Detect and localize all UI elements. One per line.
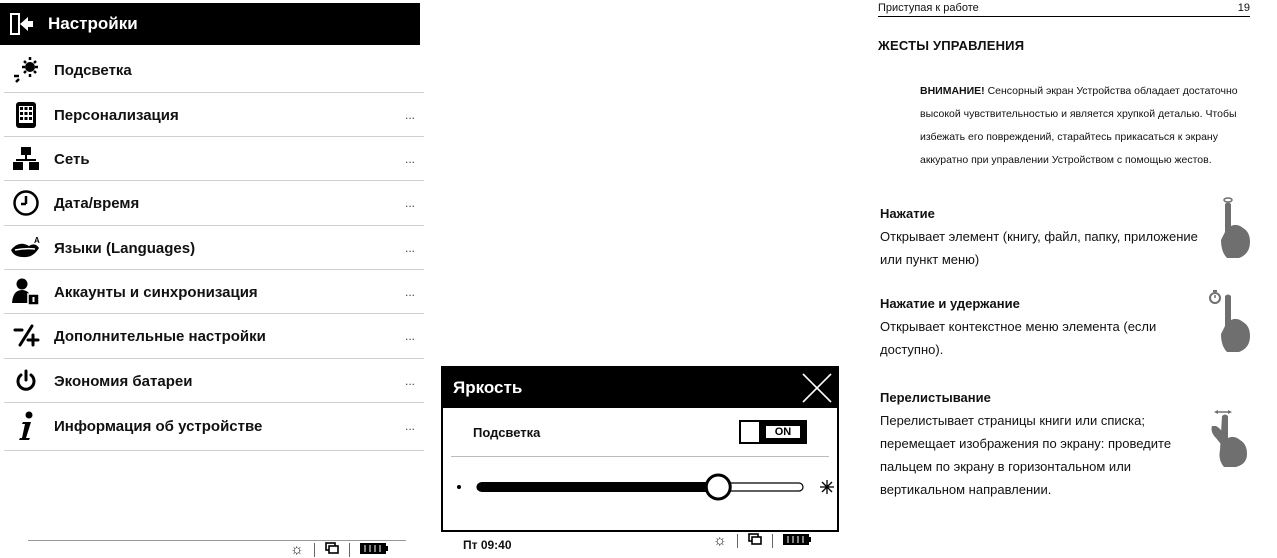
slider-thumb <box>706 475 730 499</box>
press-hold-hand-icon <box>1207 288 1253 359</box>
tasks-icon[interactable] <box>325 541 339 558</box>
settings-item-label: Дата/время <box>54 194 140 212</box>
settings-item-label: Персонализация <box>54 106 179 124</box>
divider <box>4 402 424 403</box>
divider <box>349 543 350 557</box>
divider <box>772 534 773 548</box>
light-toggle[interactable] <box>739 420 807 444</box>
status-bar-icons <box>713 532 811 549</box>
running-head-title: Приступая к работе <box>878 2 979 14</box>
power-icon <box>8 363 44 399</box>
more-indicator: ... <box>404 285 415 299</box>
settings-header <box>0 3 420 45</box>
brightness-slider[interactable] <box>443 457 837 517</box>
sun-icon[interactable]: ☼ <box>713 532 727 549</box>
light-icon <box>8 52 44 88</box>
sun-icon[interactable]: ☼ <box>290 541 304 558</box>
more-indicator: ... <box>404 196 415 210</box>
settings-item-label: Информация об устройстве <box>54 417 263 435</box>
toggle-state: ON <box>765 425 802 439</box>
gesture-text: Перелистывает страницы книги или списка; перемещает изображения по экрану: проведите пальцем по экрану в горизонтальном или вертикальном направлении. <box>880 413 1172 497</box>
running-head <box>878 2 1250 17</box>
accounts-icon <box>8 274 44 310</box>
advanced-settings-icon <box>8 318 44 354</box>
section-heading: ЖЕСТЫ УПРАВЛЕНИЯ <box>878 38 1025 53</box>
status-bar-icons <box>290 541 388 558</box>
more-indicator: ... <box>404 108 415 122</box>
max-brightness-icon <box>820 480 834 494</box>
toggle-knob <box>741 422 761 442</box>
settings-item-light[interactable] <box>0 48 425 92</box>
tap-hand-icon <box>1217 196 1253 265</box>
status-time: Пт 09:40 <box>463 538 512 552</box>
gesture-text: Открывает элемент (книгу, файл, папку, приложение или пункт меню) <box>880 229 1198 267</box>
settings-item-battery[interactable] <box>0 359 425 403</box>
exit-icon[interactable] <box>4 7 38 41</box>
more-indicator: ... <box>404 329 415 343</box>
tasks-icon[interactable] <box>748 532 762 549</box>
brightness-dialog <box>441 366 839 532</box>
settings-item-network[interactable] <box>0 137 425 181</box>
light-label: Подсветка <box>473 424 541 440</box>
divider <box>4 450 424 451</box>
swipe-hand-icon <box>1208 404 1254 473</box>
info-icon <box>8 408 44 444</box>
battery-icon <box>783 532 811 549</box>
more-indicator: ... <box>404 419 415 433</box>
gesture-press-hold <box>880 292 1212 361</box>
settings-item-accounts[interactable] <box>0 270 425 314</box>
gesture-tap <box>880 202 1212 271</box>
settings-screen <box>0 0 425 558</box>
more-indicator: ... <box>404 152 415 166</box>
settings-item-label: Языки (Languages) <box>54 239 196 257</box>
svg-text:A: A <box>34 236 40 245</box>
settings-item-label: Экономия батареи <box>54 372 193 390</box>
settings-item-label: Подсветка <box>54 61 132 79</box>
settings-item-label: Дополнительные настройки <box>54 327 266 345</box>
divider <box>737 534 738 548</box>
gesture-title: Перелистывание <box>880 390 991 405</box>
settings-title: Настройки <box>48 14 138 33</box>
clock-icon <box>8 185 44 221</box>
min-brightness-icon <box>457 485 461 489</box>
manual-page <box>872 0 1272 552</box>
network-icon <box>8 141 44 177</box>
settings-item-label: Аккаунты и синхронизация <box>54 283 258 301</box>
more-indicator: ... <box>404 374 415 388</box>
toggle-on-area <box>761 422 805 442</box>
battery-icon <box>360 541 388 558</box>
slider-fill <box>477 482 718 492</box>
close-icon[interactable] <box>797 368 837 408</box>
divider <box>314 543 315 557</box>
dialog-header <box>443 368 837 408</box>
warning-lead: ВНИМАНИЕ! <box>920 85 985 97</box>
settings-item-languages[interactable] <box>0 226 425 270</box>
gesture-text: Открывает контекстное меню элемента (если доступно). <box>880 319 1157 357</box>
light-toggle-row <box>451 408 829 457</box>
settings-item-datetime[interactable] <box>0 181 425 225</box>
warning-text: Сенсорный экран Устройства обладает достаточно высокой чувствительностью и является хрупкой деталью. Чтобы избежать его повреждений, старайтесь прикасаться к экрану аккуратно при управлении Устройством с помощью жестов. <box>920 85 1238 166</box>
settings-item-device-info[interactable] <box>0 404 425 448</box>
status-bar <box>441 532 839 552</box>
settings-item-personalization[interactable] <box>0 93 425 137</box>
personalization-icon <box>8 97 44 133</box>
more-indicator: ... <box>404 241 415 255</box>
gesture-title: Нажатие <box>880 206 935 221</box>
settings-item-label: Сеть <box>54 150 90 168</box>
warning-note <box>920 80 1250 172</box>
gesture-title: Нажатие и удержание <box>880 296 1020 311</box>
settings-item-advanced[interactable] <box>0 314 425 358</box>
page-number: 19 <box>1237 2 1250 14</box>
gesture-swipe <box>880 386 1212 501</box>
languages-icon <box>8 230 44 266</box>
dialog-title: Яркость <box>453 378 523 397</box>
